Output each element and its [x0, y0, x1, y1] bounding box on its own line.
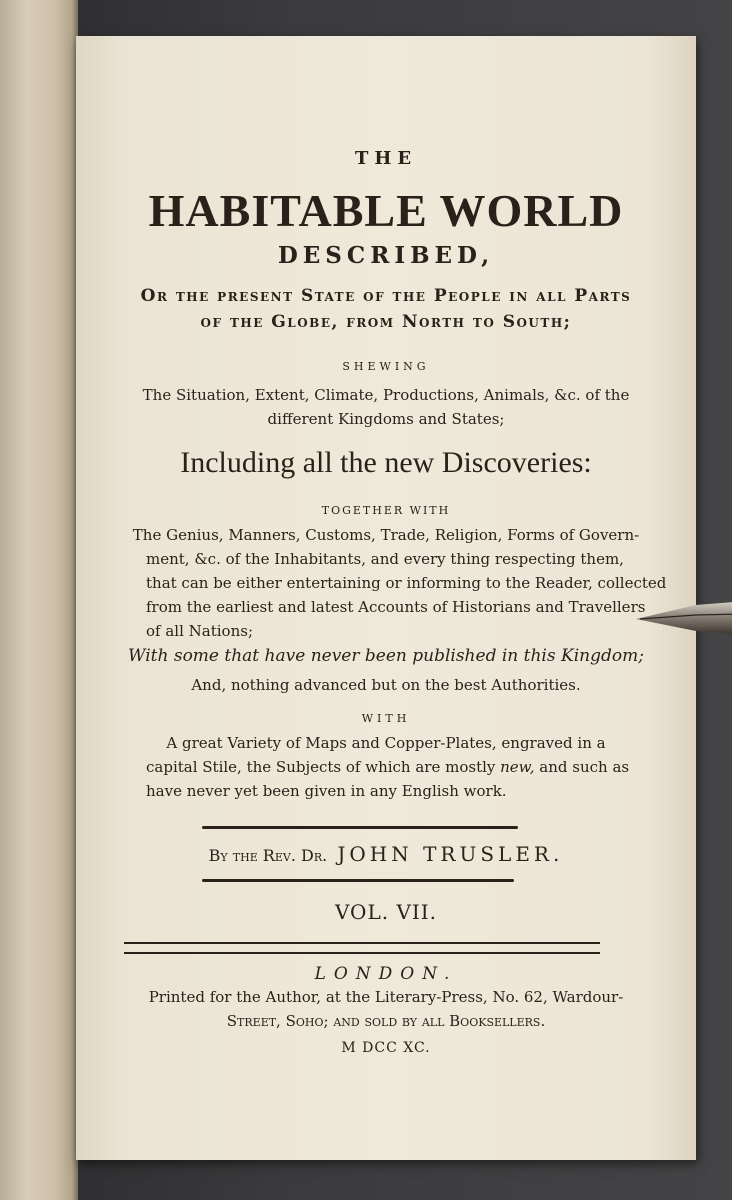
subtitle-line-1: Or the present State of the People in all Parts: [140, 286, 632, 306]
including-discoveries-heading: Including all the new Discoveries:: [180, 446, 592, 479]
unpublished-line: With some that have never been published in this Kingdom;: [128, 646, 644, 666]
maps-line-2-end: and such as: [534, 758, 630, 776]
imprint-double-rule: [124, 942, 600, 954]
authorities-line: And, nothing advanced but on the best Authorities.: [191, 676, 581, 694]
maps-line-1: A great Variety of Maps and Copper-Plates, engraved in a: [166, 734, 606, 752]
author-rule-top: [202, 826, 518, 829]
with-heading: WITH: [361, 712, 411, 725]
maps-line-2: [146, 758, 666, 776]
imprint-city: LONDON.: [314, 964, 458, 984]
imprint-date: M DCC XC.: [341, 1040, 431, 1056]
imprint-line-1: Printed for the Author, at the Literary-Press, No. 62, Wardour-: [148, 988, 624, 1006]
genius-line-2: ment, &c. of the Inhabitants, and every thing respecting them,: [146, 550, 624, 568]
author-line: [76, 842, 696, 866]
subtitle-line-2: of the Globe, from North to South;: [200, 312, 572, 332]
title-article: THE: [354, 148, 418, 169]
shewing-heading: SHEWING: [342, 360, 430, 373]
situation-line-2: different Kingdoms and States;: [267, 410, 505, 428]
volume-number: VOL. VII.: [334, 900, 438, 924]
author-rule-bottom: [202, 879, 514, 882]
title-described: DESCRIBED,: [277, 242, 495, 269]
author-prefix: By the Rev. Dr.: [208, 846, 328, 865]
maps-line-2-start: capital Stile, the Subjects of which are mostly: [146, 758, 501, 776]
maps-line-2-new: new,: [500, 758, 535, 776]
book-page-edges: [0, 0, 78, 1200]
main-title: HABITABLE WORLD: [148, 185, 624, 236]
imprint-line-2: Street, Soho; and sold by all Booksellers.: [226, 1012, 546, 1030]
pen-pointer-icon: [636, 597, 732, 637]
genius-line-3: that can be either entertaining or informing to the Reader, collected: [146, 574, 667, 592]
maps-line-3: have never yet been given in any English work.: [146, 782, 507, 800]
together-with-heading: TOGETHER WITH: [321, 504, 451, 517]
genius-line-4: from the earliest and latest Accounts of Historians and Travellers: [146, 598, 646, 616]
title-page: [76, 36, 696, 1160]
author-name: JOHN TRUSLER.: [337, 842, 564, 866]
situation-line-1: The Situation, Extent, Climate, Productions, Animals, &c. of the: [142, 386, 630, 404]
genius-line-5: of all Nations;: [146, 622, 253, 640]
genius-line-1: The Genius, Manners, Customs, Trade, Religion, Forms of Govern-: [132, 526, 640, 544]
